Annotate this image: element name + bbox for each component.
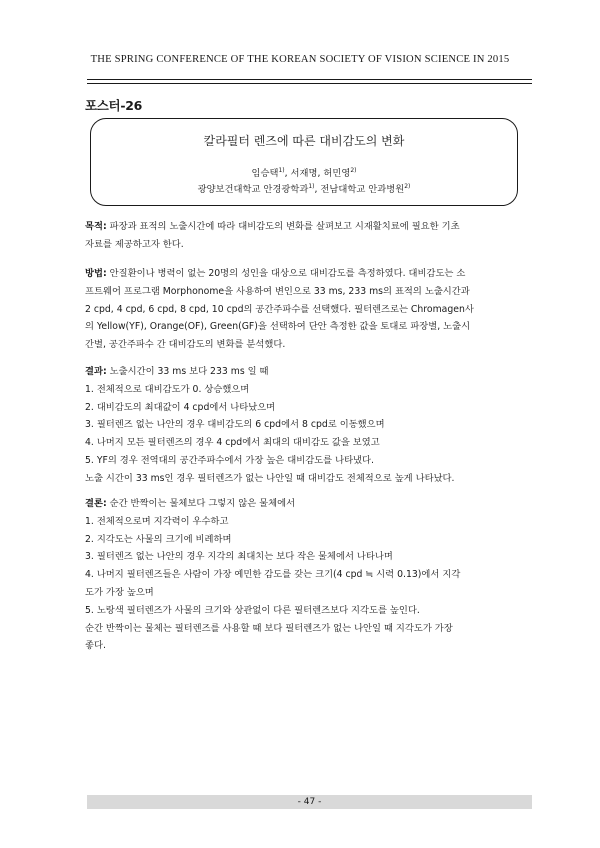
text-line: 4. 나머지 모든 필터렌즈의 경우 4 cpd에서 최대의 대비감도 값을 보였고 — [85, 437, 380, 449]
text-line: 도가 가장 높으며 — [85, 586, 154, 598]
section-label: 결론: — [85, 498, 107, 509]
section-text: 순간 반짝이는 물체보다 그렇지 않은 물체에서 — [106, 498, 296, 509]
author-affil-mark: 1) — [278, 167, 285, 174]
affiliation-name: 광양보건대학교 안경광학과 — [197, 184, 309, 195]
text-line: 5. 노랑색 필터렌즈가 사물의 크기와 상관없이 다른 필터렌즈보다 지각도를 높인다. — [85, 604, 420, 616]
author-list — [91, 165, 517, 179]
header-rule-top — [87, 79, 532, 80]
author-affil-mark: 2) — [350, 167, 357, 174]
text-line — [85, 265, 525, 283]
section-purpose — [85, 218, 525, 254]
text-line: 노출 시간이 33 ms인 경우 필터렌즈가 없는 나안일 때 대비감도 전체적으로 높게 나타났다. — [85, 472, 455, 484]
text-line: 1. 전체적으로 대비감도가 0. 상승했으며 — [85, 383, 250, 395]
section-results — [85, 363, 525, 488]
poster-label: 포스터-26 — [85, 98, 143, 113]
page-number: - 47 - — [87, 795, 532, 809]
author-name: 서재명, 허민영 — [290, 168, 351, 179]
header-rule-bottom — [87, 83, 532, 84]
section-method — [85, 265, 525, 354]
affiliation-list — [91, 181, 517, 195]
author-name: 임승택 — [251, 168, 279, 179]
section-label: 결과: — [85, 366, 107, 377]
author-separator: , — [284, 168, 291, 179]
title-box — [90, 118, 518, 206]
paper-title: 칼라필터 렌즈에 따른 대비감도의 변화 — [203, 134, 405, 148]
text-line: 프트웨어 프로그램 Morphonome을 사용하여 변인으로 33 ms, 233 ms의 표적의 노출시간과 — [85, 285, 470, 297]
text-line: 4. 나머지 필터렌즈들은 사람이 가장 예민한 감도를 갖는 크기(4 cpd ≒ 시력 0.13)에서 지각 — [85, 569, 461, 581]
text-line: 순간 반짝이는 물체는 필터렌즈를 사용할 때 보다 필터렌즈가 없는 나안일 때 지각도가 가장 — [85, 622, 453, 634]
text-line: 2 cpd, 4 cpd, 6 cpd, 8 cpd, 10 cpd의 공간주파수를 선택했다. 필터렌즈로는 Chromagen사 — [85, 303, 474, 315]
text-line: 3. 필터렌즈 없는 나안의 경우 지각의 최대치는 보다 작은 물체에서 나타나며 — [85, 551, 393, 563]
conference-header: THE SPRING CONFERENCE OF THE KOREAN SOCIETY OF VISION SCIENCE IN 2015 — [90, 54, 510, 65]
text-line — [85, 218, 525, 236]
text-line — [85, 363, 525, 381]
section-label: 방법: — [85, 268, 107, 279]
text-line: 간별, 공간주파수 간 대비감도의 변화를 분석했다. — [85, 339, 286, 351]
text-line: 3. 필터렌즈 없는 나안의 경우 대비감도의 6 cpd에서 8 cpd로 이동했으며 — [85, 419, 385, 431]
section-text: 노출시간이 33 ms 보다 233 ms 일 때 — [106, 366, 269, 377]
affiliation-mark: 1) — [308, 183, 315, 190]
text-line: 2. 대비감도의 최대값이 4 cpd에서 나타났으며 — [85, 401, 276, 413]
text-line: 2. 지각도는 사물의 크기에 비례하며 — [85, 533, 232, 545]
affiliation-name: 전남대학교 안과병원 — [320, 184, 405, 195]
section-text: 안질환이나 병력이 없는 20명의 성인을 대상으로 대비감도를 측정하였다. 대비감도는 소 — [106, 268, 466, 279]
text-line: 의 Yellow(YF), Orange(OF), Green(GF)을 선택하여 단안 측정한 값을 토대로 파장별, 노출시 — [85, 321, 471, 333]
text-line: 자료를 제공하고자 한다. — [85, 238, 184, 250]
section-label: 목적: — [85, 221, 107, 232]
text-line — [85, 495, 525, 513]
section-text: 파장과 표적의 노출시간에 따라 대비감도의 변화를 살펴보고 시재활치료에 필요한 기초 — [106, 221, 460, 232]
text-line: 5. YF의 경우 전역대의 공간주파수에서 가장 높은 대비감도를 나타냈다. — [85, 454, 374, 466]
text-line: 1. 전체적으로며 지각력이 우수하고 — [85, 515, 229, 527]
text-line: 좋다. — [85, 640, 106, 652]
affiliation-separator: , — [314, 184, 321, 195]
affiliation-mark: 2) — [404, 183, 411, 190]
section-conclusion — [85, 495, 525, 655]
